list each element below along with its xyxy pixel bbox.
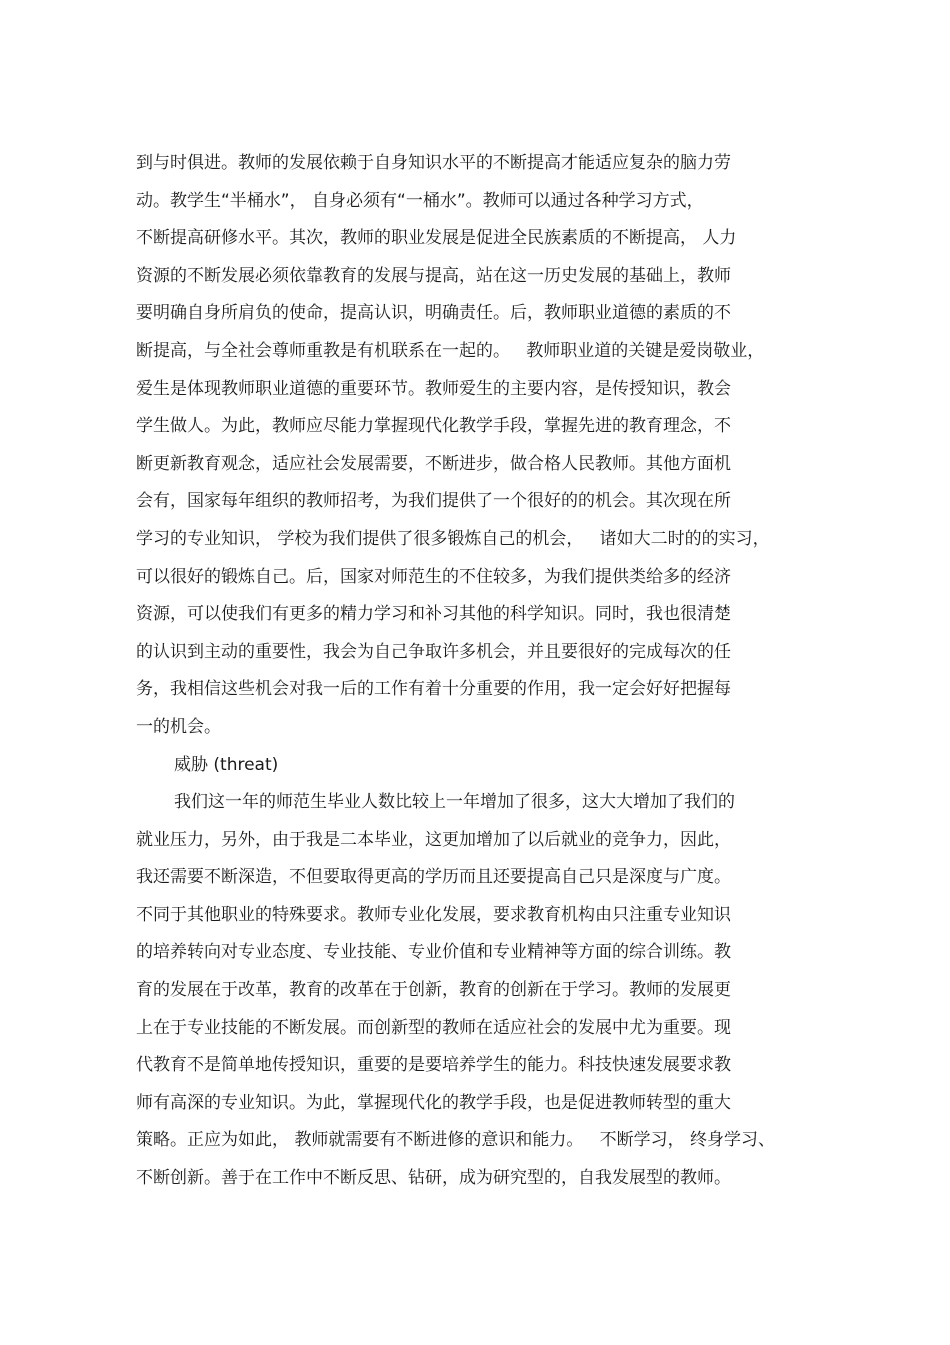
text-line: 师有高深的专业知识。为此，掌握现代化的教学手段，也是促进教师转型的重大 <box>136 1092 731 1113</box>
text-line: 到与时俱进。教师的发展依赖于自身知识水平的不断提高才能适应复杂的脑力劳 <box>136 153 731 173</box>
text-line: 一的机会。 <box>136 716 221 737</box>
text-line: 的认识到主动的重要性，我会为自己争取许多机会，并且要很好的完成每次的任 <box>136 641 731 662</box>
text-line: 资源，可以使我们有更多的精力学习和补习其他的科学知识。同时，我也很清楚 <box>136 604 731 625</box>
text-line: 的培养转向对专业态度、专业技能、专业价值和专业精神等方面的综合训练。教 <box>136 942 731 963</box>
text-line: 不同于其他职业的特殊要求。教师专业化发展，要求教育机构由只注重专业知识 <box>136 904 731 925</box>
text-line: 育的发展在于改革，教育的改革在于创新，教育的创新在于学习。教师的发展更 <box>136 980 731 1001</box>
text-line: 会有，国家每年组织的教师招考，为我们提供了一个很好的的机会。其次现在所 <box>136 491 731 512</box>
body-text <box>136 148 836 1201</box>
text-line: 务，我相信这些机会对我一后的工作有着十分重要的作用，我一定会好好把握每 <box>136 679 731 700</box>
text-line: 上在于专业技能的不断发展。而创新型的教师在适应社会的发展中尤为重要。现 <box>136 1017 731 1038</box>
text-line: 爱生是体现教师职业道德的重要环节。教师爱生的主要内容，是传授知识，教会 <box>136 378 731 399</box>
text-line: 不断提高研修水平。其次，教师的职业发展是促进全民族素质的不断提高， 人力 <box>136 228 737 249</box>
text-line: 不断创新。善于在工作中不断反思、钻研，成为研究型的，自我发展型的教师。 <box>136 1168 731 1189</box>
text-line: 资源的不断发展必须依靠教育的发展与提高，站在这一历史发展的基础上，教师 <box>136 265 731 286</box>
text-line: 代教育不是简单地传授知识，重要的是要培养学生的能力。科技快速发展要求教 <box>136 1055 731 1076</box>
text-line: 学生做人。为此，教师应尽能力掌握现代化教学手段，掌握先进的教育理念，不 <box>136 416 731 437</box>
text-line: 断提高，与全社会尊师重教是有机联系在一起的。 教师职业道的关键是爱岗敬业， <box>136 340 765 361</box>
text-line: 就业压力，另外，由于我是二本毕业，这更加增加了以后就业的竞争力，因此， <box>136 829 731 850</box>
text-line: 策略。正应为如此， 教师就需要有不断进修的意识和能力。 不断学习， 终身学习、 <box>136 1130 776 1151</box>
text-line: 可以很好的锻炼自己。后，国家对师范生的不住较多，为我们提供类给多的经济 <box>136 566 731 587</box>
section-heading: 威胁 (threat) <box>174 754 279 775</box>
text-line: 我们这一年的师范生毕业人数比较上一年增加了很多，这大大增加了我们的 <box>174 792 735 813</box>
text-line: 学习的专业知识， 学校为我们提供了很多锻炼自己的机会， 诸如大二时的的实习， <box>136 528 770 549</box>
text-line: 要明确自身所肩负的使命，提高认识，明确责任。后，教师职业道德的素质的不 <box>136 303 731 324</box>
text-line: 动。教学生“半桶水”， 自身必须有“一桶水”。教师可以通过各种学习方式， <box>136 190 704 211</box>
text-line: 我还需要不断深造，不但要取得更高的学历而且还要提高自己只是深度与广度。 <box>136 867 731 888</box>
text-line: 断更新教育观念，适应社会发展需要，不断进步，做合格人民教师。其他方面机 <box>136 453 731 474</box>
